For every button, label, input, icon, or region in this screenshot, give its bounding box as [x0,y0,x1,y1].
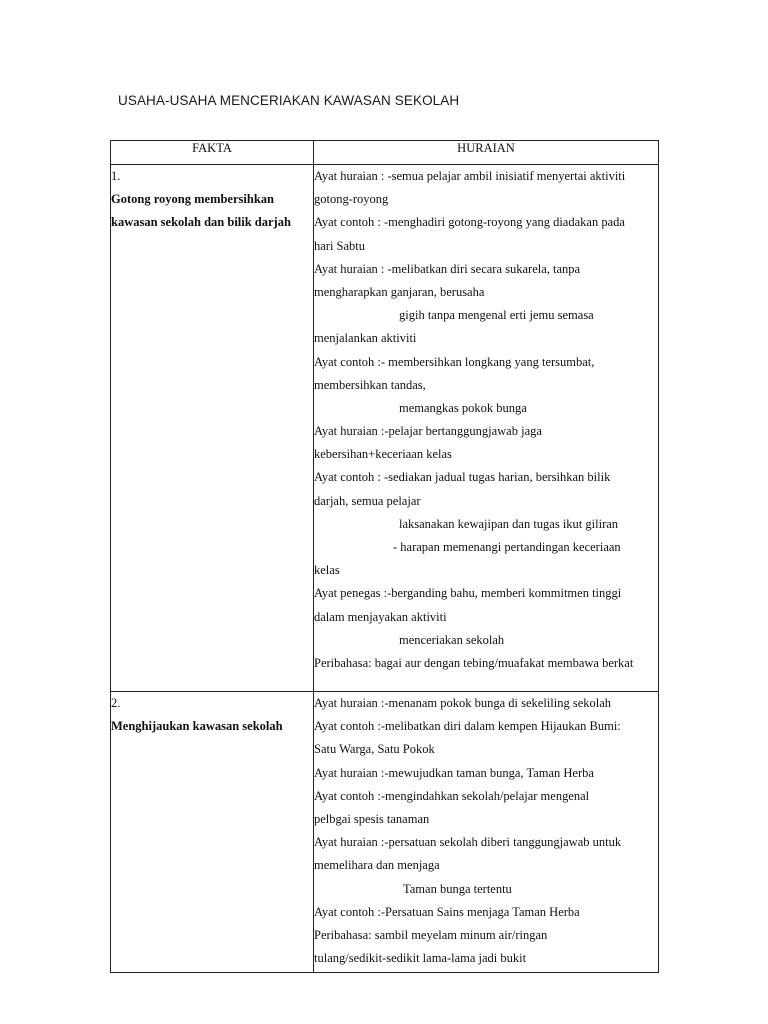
huraian-line: mengharapkan ganjaran, berusaha [314,284,485,299]
huraian-line: memelihara dan menjaga [314,858,440,873]
huraian-line: Ayat penegas :-berganding bahu, memberi kommitmen tinggi [314,586,622,601]
fakta-title: Menghijaukan kawasan sekolah [111,719,283,733]
huraian-line: Ayat contoh : -menghadiri gotong-royong yang diadakan pada [314,215,625,230]
huraian-line: Peribahasa: bagai aur dengan tebing/muafakat membawa berkat [314,655,634,670]
huraian-line: dalam menjayakan aktiviti [314,609,447,624]
huraian-line: Ayat contoh :-melibatkan diri dalam kempen Hijaukan Bumi: [314,719,621,734]
huraian-line: Ayat huraian :-pelajar bertanggungjawab jaga [314,424,542,439]
huraian-line: menceriakan sekolah [399,632,505,647]
huraian-line: Ayat contoh :-mengindahkan sekolah/pelajar mengenal [314,788,590,803]
huraian-line: - harapan memenangi pertandingan keceriaan [393,540,621,554]
fakta-cell [111,165,314,692]
header-huraian: HURAIAN [314,141,659,165]
huraian-line: kelas [314,563,340,578]
table-header-row [111,141,659,165]
huraian-line: gigih tanpa mengenal erti jemu semasa [399,308,594,323]
huraian-line: Ayat contoh : -sediakan jadual tugas harian, bersihkan bilik [314,470,611,485]
huraian-line: Ayat contoh :-Persatuan Sains menjaga Taman Herba [314,904,580,919]
header-fakta: FAKTA [111,141,314,165]
table-row [111,165,659,692]
huraian-line: Satu Warga, Satu Pokok [314,742,435,757]
fakta-cell [111,692,314,973]
huraian-cell [314,165,659,692]
huraian-line: Taman bunga tertentu [403,881,512,896]
fakta-title: Gotong royong membersihkan kawasan sekolah dan bilik darjah [111,192,291,229]
huraian-line: Ayat contoh :- membersihkan longkang yang tersumbat, [314,354,595,369]
huraian-line: Ayat huraian :-persatuan sekolah diberi tanggungjawab untuk [314,835,622,850]
fakta-number: 1. [111,169,121,183]
huraian-line: darjah, semua pelajar [314,493,421,508]
huraian-line: tulang/sedikit-sedikit lama-lama jadi bukit [314,951,527,966]
huraian-line: memangkas pokok bunga [399,400,527,415]
huraian-line: Ayat huraian : -melibatkan diri secara sukarela, tanpa [314,261,581,276]
huraian-line: hari Sabtu [314,238,366,253]
fakta-huraian-table [110,140,659,973]
document-title: USAHA-USAHA MENCERIAKAN KAWASAN SEKOLAH [118,93,460,108]
huraian-line: pelbgai spesis tanaman [314,811,430,826]
huraian-line: laksanakan kewajipan dan tugas ikut giliran [399,516,619,531]
huraian-line: Ayat huraian : -semua pelajar ambil inisiatif menyertai aktiviti [314,169,626,183]
table-row [111,692,659,973]
huraian-line: Ayat huraian :-mewujudkan taman bunga, Taman Herba [314,765,594,780]
huraian-line: Peribahasa: sambil meyelam minum air/ringan [314,927,548,942]
huraian-line: gotong-royong [314,192,389,207]
huraian-cell [314,692,659,973]
huraian-line: kebersihan+keceriaan kelas [314,447,452,462]
huraian-line: Ayat huraian :-menanam pokok bunga di sekeliling sekolah [314,696,612,710]
huraian-line: membersihkan tandas, [314,377,426,392]
fakta-number: 2. [111,696,121,710]
huraian-line: menjalankan aktiviti [314,331,417,346]
